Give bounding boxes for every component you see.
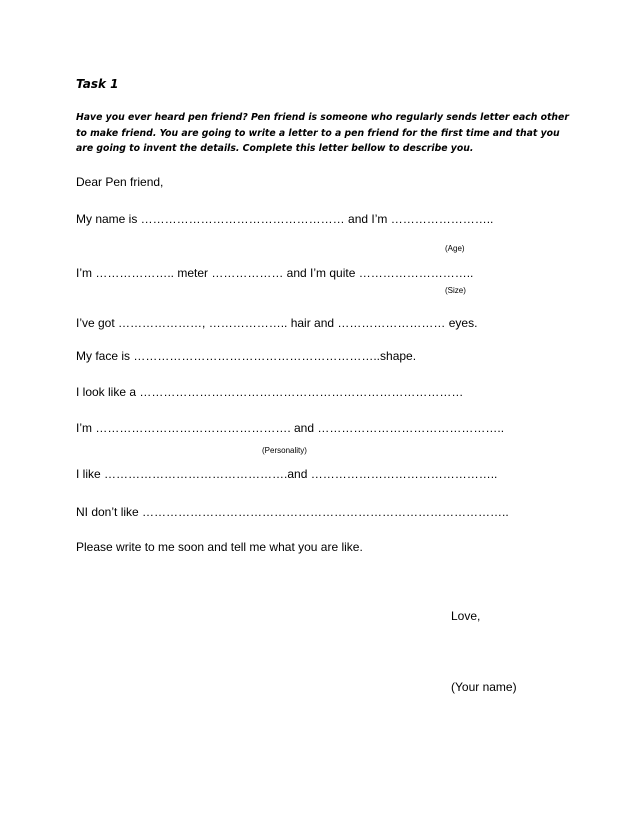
letter-line-face: My face is ……………………………………………………..shape.: [76, 349, 417, 363]
letter-greeting: Dear Pen friend,: [76, 175, 164, 189]
letter-signoff: Love,: [451, 609, 481, 623]
letter-line-personality: I’m …………………………………………. and ………………………………………..: [76, 421, 505, 435]
hint-size: (Size): [445, 286, 466, 295]
hint-age: (Age): [445, 244, 465, 253]
letter-line-like: I like ……………………………………….and ………………………………………..: [76, 467, 498, 481]
instruction-line: to make friend. You are going to write a letter to a pen friend for the first time and that you: [76, 127, 560, 139]
letter-line-hair: I’ve got …………………, ……………….. hair and ……………………… eyes.: [76, 316, 478, 330]
instruction-line: are going to invent the details. Complete this letter bellow to describe you.: [76, 143, 474, 154]
letter-line-dislike: NI don’t like ………………………………………………………………………………..: [76, 505, 509, 519]
instruction-line: Have you ever heard pen friend? Pen friend is someone who regularly sends letter each other: [76, 112, 569, 123]
letter-line-look: I look like a ………………………………………………………………………: [76, 385, 464, 399]
task-title: Task 1: [76, 77, 119, 91]
letter-signature: (Your name): [451, 680, 517, 694]
letter-line-closing-request: Please write to me soon and tell me what you are like.: [76, 540, 363, 554]
task-instructions: [76, 110, 576, 157]
hint-personality: (Personality): [262, 446, 307, 455]
letter-line-size: I’m ……………….. meter ……………… and I’m quite ………………………..: [76, 266, 474, 280]
letter-line-name: My name is …………………………………………… and I’m ……………………..: [76, 212, 494, 226]
